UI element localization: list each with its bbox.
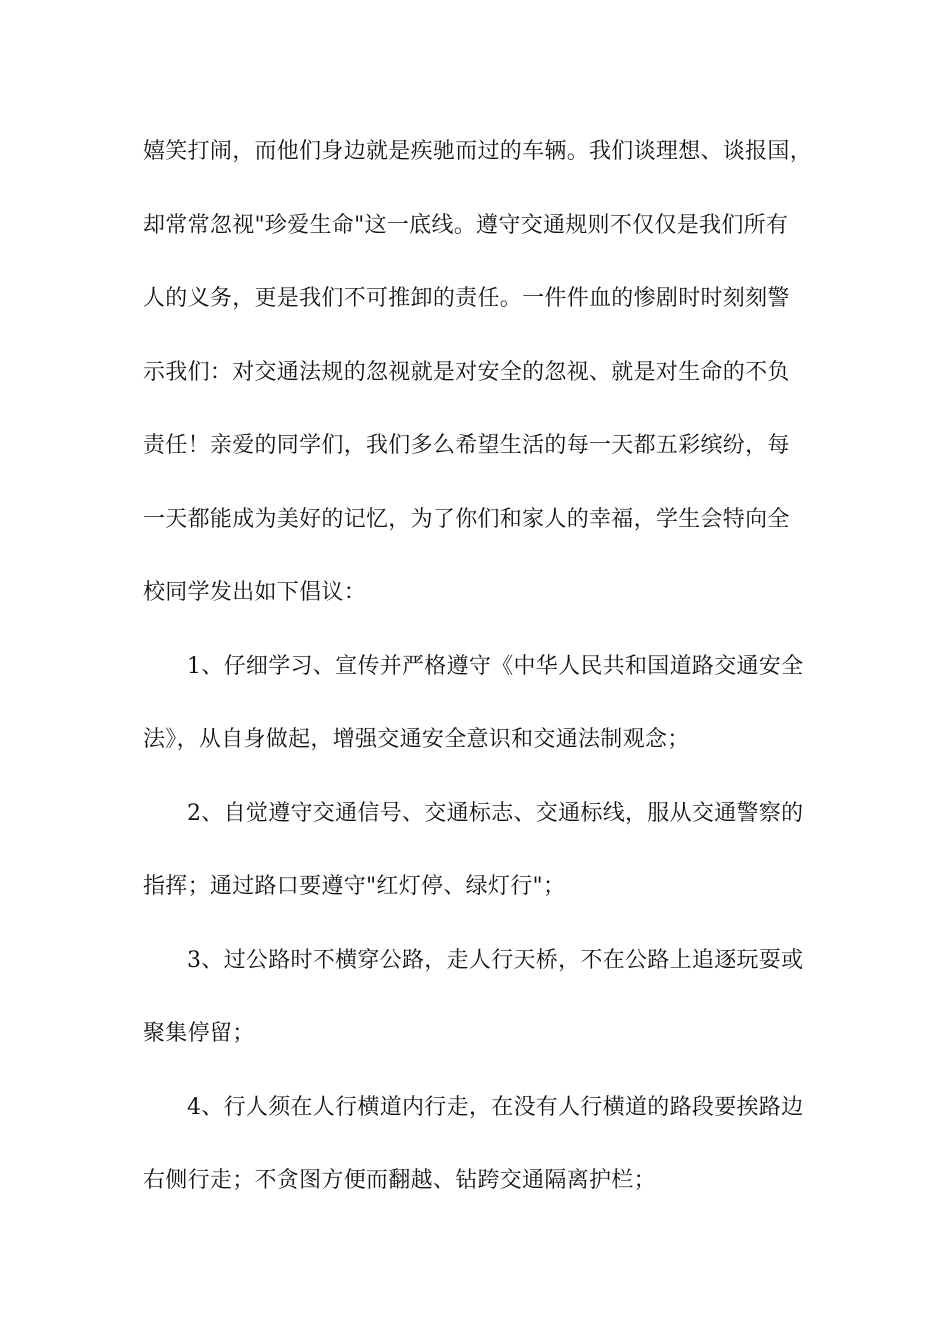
paragraph-line: 责任！亲爱的同学们，我们多么希望生活的每一天都五彩缤纷，每 <box>143 433 790 458</box>
paragraph-line: 却常常忽视"珍爱生命"这一底线。遵守交通规则不仅仅是我们所有 <box>143 212 789 238</box>
list-item-4-continuation: 右侧行走；不贪图方便而翻越、钻跨交通隔离护栏； <box>143 1168 656 1193</box>
list-item-2-continuation: 指挥；通过路口要遵守"红灯停、绿灯行"； <box>143 874 566 899</box>
paragraph-line: 校同学发出如下倡议： <box>143 580 367 605</box>
list-item-3-line: 3、过公路时不横穿公路，走人行天桥，不在公路上追逐玩耍或 <box>187 947 804 973</box>
list-item-1-line: 1、仔细学习、宣传并严格遵守《中华人民共和国道路交通安全 <box>187 653 804 679</box>
list-item-1-continuation: 法》，从自身做起，增强交通安全意识和交通法制观念； <box>143 727 690 752</box>
list-item-4-line: 4、行人须在人行横道内行走，在没有人行横道的路段要挨路边 <box>187 1094 804 1120</box>
paragraph-line: 一天都能成为美好的记忆，为了你们和家人的幸福，学生会特向全 <box>143 506 790 532</box>
paragraph-line: 示我们：对交通法规的忽视就是对安全的忽视、就是对生命的不负 <box>143 359 790 385</box>
list-item-3-continuation: 聚集停留； <box>143 1021 255 1046</box>
paragraph-line: 人的义务，更是我们不可推卸的责任。一件件血的惨剧时时刻刻警 <box>143 286 790 311</box>
paragraph-line: 嬉笑打闹，而他们身边就是疾驰而过的车辆。我们谈理想、谈报国， <box>143 139 813 164</box>
list-item-2-line: 2、自觉遵守交通信号、交通标志、交通标线，服从交通警察的 <box>187 800 804 826</box>
document-body <box>143 125 823 1228</box>
